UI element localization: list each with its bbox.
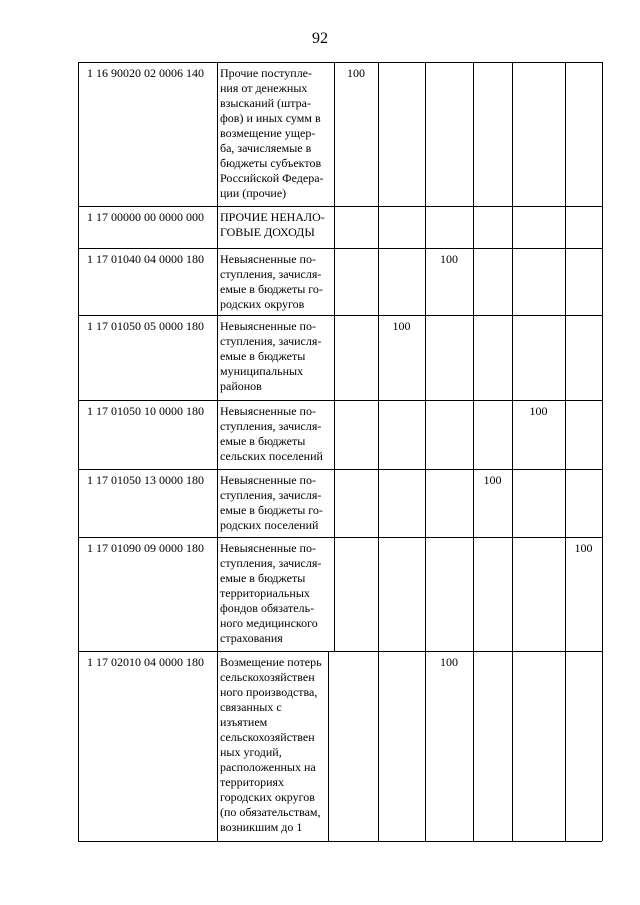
row-description [220, 655, 326, 835]
value-cell: 100 [574, 541, 593, 555]
row-code: 1 17 01050 13 0000 180 [87, 473, 204, 487]
description-line: бюджеты субъектов [220, 156, 322, 170]
description-line: страхования [220, 631, 283, 645]
value-cell: 100 [392, 319, 411, 333]
description-line: возникшим до 1 [220, 820, 303, 834]
description-line: сельских поселений [220, 449, 323, 463]
row-code: 1 17 02010 04 0000 180 [87, 655, 204, 669]
row-code: 1 17 01090 09 0000 180 [87, 541, 204, 555]
description-line: ГОВЫЕ ДОХОДЫ [220, 225, 315, 239]
row-description [220, 210, 332, 240]
row-code: 1 17 01040 04 0000 180 [87, 252, 204, 266]
value-cell: 100 [529, 404, 548, 418]
value-cell: 100 [440, 655, 458, 669]
value-cell: 100 [440, 252, 458, 266]
value-cell: 100 [483, 473, 502, 487]
row-code: 1 17 01050 10 0000 180 [87, 404, 204, 418]
description-line: Прочие поступле- [220, 66, 313, 80]
row-code: 1 16 90020 02 0006 140 [87, 66, 204, 80]
description-line: ного производства, [220, 685, 318, 699]
description-line: родских округов [220, 297, 305, 311]
value-cell: 100 [347, 66, 365, 80]
description-line: территориях [220, 775, 285, 789]
description-line: ступления, зачисля- [220, 334, 322, 348]
description-line: изъятием [220, 715, 268, 729]
description-line: фов) и иных сумм в [220, 111, 321, 125]
description-line: емые в бюджеты [220, 434, 306, 448]
description-line: расположенных на [220, 760, 316, 774]
description-line: Невыясненные по- [220, 473, 316, 487]
description-line: Российской Федера- [220, 171, 324, 185]
description-line: емые в бюджеты го- [220, 503, 323, 517]
description-line: (по обязательствам, [220, 805, 321, 819]
description-line: ПРОЧИЕ НЕНАЛО- [220, 210, 325, 224]
description-line: возмещение ущер- [220, 126, 316, 140]
row-description [220, 404, 332, 464]
description-line: емые в бюджеты [220, 349, 306, 363]
description-line: взысканий (штра- [220, 96, 311, 110]
description-line: ступления, зачисля- [220, 419, 322, 433]
description-line: районов [220, 379, 262, 393]
description-line: ции (прочие) [220, 186, 287, 200]
description-line: ступления, зачисля- [220, 556, 322, 570]
page-number: 92 [312, 30, 328, 47]
row-description [220, 66, 332, 201]
description-line: Невыясненные по- [220, 319, 316, 333]
description-line: Невыясненные по- [220, 252, 316, 266]
description-line: ных угодий, [220, 745, 282, 759]
description-line: Невыясненные по- [220, 541, 316, 555]
description-line: родских поселений [220, 518, 319, 532]
description-line: муниципальных [220, 364, 304, 378]
row-description [220, 473, 332, 533]
row-description [220, 252, 332, 312]
description-line: ступления, зачисля- [220, 488, 322, 502]
description-line: ба, зачисляемые в [220, 141, 312, 155]
description-line: ступления, зачисля- [220, 267, 322, 281]
row-description [220, 541, 332, 646]
row-code: 1 17 01050 05 0000 180 [87, 319, 204, 333]
description-line: сельскохозяйствен [220, 670, 315, 684]
description-line: емые в бюджеты го- [220, 282, 323, 296]
description-line: ного медицинского [220, 616, 318, 630]
row-description [220, 319, 332, 394]
description-line: емые в бюджеты [220, 571, 306, 585]
description-line: Невыясненные по- [220, 404, 316, 418]
row-code: 1 17 00000 00 0000 000 [87, 210, 204, 224]
description-line: связанных с [220, 700, 282, 714]
description-line: ния от денежных [220, 81, 308, 95]
description-line: сельскохозяйствен [220, 730, 315, 744]
description-line: Возмещение потерь [220, 655, 322, 669]
description-line: территориальных [220, 586, 310, 600]
description-line: фондов обязатель- [220, 601, 315, 615]
description-line: городских округов [220, 790, 315, 804]
